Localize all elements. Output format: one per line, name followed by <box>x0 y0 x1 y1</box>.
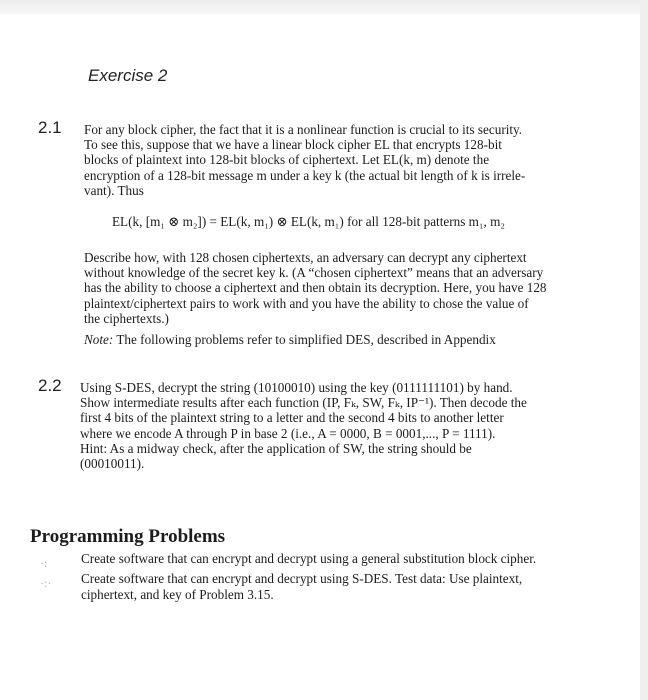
q21-intro-line: encryption of a 128-bit message m under a key k (the actual bit length of k is irrele- <box>84 167 526 183</box>
q22-line: first 4 bits of the plaintext string to a letter and the second 4 bits to another letter <box>80 410 504 426</box>
q21-body-line: without knowledge of the secret key k. (A “chosen ciphertext” means that an adversary <box>84 265 544 281</box>
q22-line: (00010011). <box>80 456 145 472</box>
q21-intro-line: vant). Thus <box>84 182 144 198</box>
note-text: The following problems refer to simplified DES, described in Appendix <box>116 332 496 347</box>
q21-intro <box>84 122 622 198</box>
q21-intro-line: To see this, suppose that we have a linear block cipher EL that encrypts 128-bit <box>84 137 502 153</box>
programming-item: ciphertext, and key of Problem 3.15. <box>81 587 274 602</box>
note-label: Note: <box>84 332 114 347</box>
q21-note <box>84 332 496 348</box>
exercise-title: Exercise 2 <box>88 66 168 85</box>
page-right-edge <box>640 0 648 700</box>
question-number-2-1: 2.1 <box>38 118 62 137</box>
q22-text <box>80 380 625 471</box>
q21-body-line: has the ability to choose a ciphertext and then obtain its decryption. Here, you have 128 <box>84 280 547 296</box>
q22-line: where we encode A through P in base 2 (i.e., A = 0000, B = 0001,..., P = 1111). <box>80 425 496 441</box>
q21-intro-line: blocks of plaintext into 128-bit blocks of ciphertext. Let EL(k, m) denote the <box>84 152 490 168</box>
q22-line: Hint: As a midway check, after the application of SW, the string should be <box>80 440 472 456</box>
programming-item: Create software that can encrypt and decrypt using S-DES. Test data: Use plaintext, <box>81 571 523 586</box>
q22-line: Show intermediate results after each function (IP, Fₖ, SW, Fₖ, IP⁻¹). Then decode the <box>80 395 527 411</box>
q21-intro-line: For any block cipher, the fact that it is a nonlinear function is crucial to its security. <box>84 122 523 137</box>
q21-body-line: plaintext/ciphertext pairs to work with and you have the ability to chose the value of <box>84 295 529 311</box>
programming-problems-title: Programming Problems <box>30 526 226 547</box>
question-number-2-2: 2.2 <box>38 376 62 395</box>
page-top-edge <box>0 0 648 14</box>
q21-body <box>84 250 622 326</box>
q22-line: Using S-DES, decrypt the string (10100010) using the key (0111111101) by hand. <box>80 380 513 395</box>
q21-body-line: Describe how, with 128 chosen ciphertexts, an adversary can decrypt any ciphertext <box>84 250 527 265</box>
programming-item: Create software that can encrypt and decrypt using a general substitution block cipher. <box>81 551 537 566</box>
q21-body-line: the ciphertexts.) <box>84 310 169 326</box>
q21-equation: EL(k, [m₁ ⊗ m₂]) = EL(k, m₁) ⊗ EL(k, m₁) for all 128-bit patterns m₁, m₂ <box>112 214 505 229</box>
bullet-marker: ·:· <box>40 576 52 590</box>
bullet-marker: ·: <box>40 556 48 570</box>
